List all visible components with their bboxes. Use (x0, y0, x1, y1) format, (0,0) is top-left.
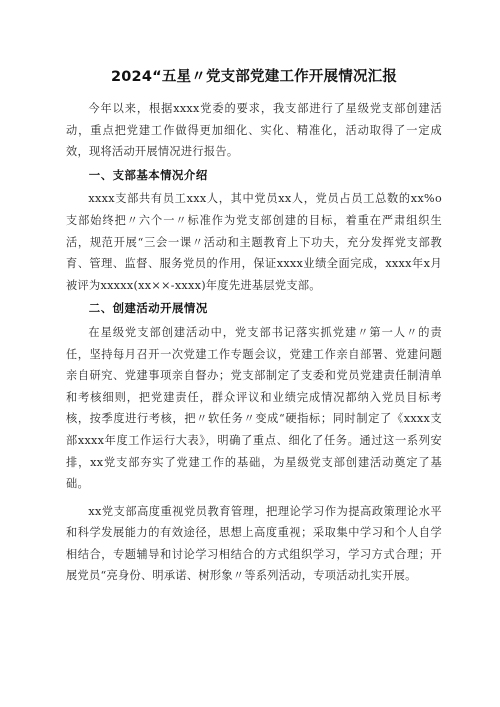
section-2-heading: 二、创建活动开展情况 (88, 301, 208, 316)
intro-paragraph: 今年以来，根据xxxx党委的要求，我支部进行了星级党支部创建活动，重点把党建工作做得更加细化、实化、精准化，活动取得了一定成效，现将活动开展情况进行报告。 (66, 102, 442, 159)
section-1-paragraph: xxxx支部共有员工xxx人，其中党员xx人，党员占员工总数的xx%o支部始终把〃六个一〃标准作为党支部创建的目标，着重在严肃组织生活，规范开展“三会一课〃活动和主题教育上下功夫，充分发挥党支部教育、管理、监督、服务党员的作用，保证xxxx业绩全面完成，xxxx年x月被评为xxxxx(xx××-xxxx)年度先进基层党支部。 (66, 192, 442, 292)
section-2-paragraph-2: xx党支部高度重视党员教育管理，把理论学习作为提高政策理论水平和科学发展能力的有效途径，思想上高度重视；采取集中学习和个人自学相结合，专题辅导和讨论学习相结合的方式组织学习，学习方式合理；开展党员“亮身份、明承诺、树形象〃等系列活动，专项活动扎实开展。 (66, 504, 442, 583)
section-2-paragraph-1: 在星级党支部创建活动中，党支部书记落实抓党建〃第一人〃的责任，坚持每月召开一次党建工作专题会议，党建工作亲自部署、党建问题亲自研究、党建事项亲自督办；党支部制定了支委和党员党建责任制清单和考核细则，把党建责任，群众评议和业绩完成情况都纳入党员目标考核，按季度进行考核，把〃软任务〃变成“硬指标；同时制定了《xxxx支部xxxx年度工作运行大表》，明确了重点、细化了任务。通过这一系列安排，xx党支部夯实了党建工作的基础，为星级党支部创建活动奠定了基础。 (66, 325, 442, 491)
section-1-heading: 一、支部基本情况介绍 (88, 167, 208, 182)
document-title: 2024“五星〃党支部党建工作开展情况汇报 (110, 69, 398, 85)
